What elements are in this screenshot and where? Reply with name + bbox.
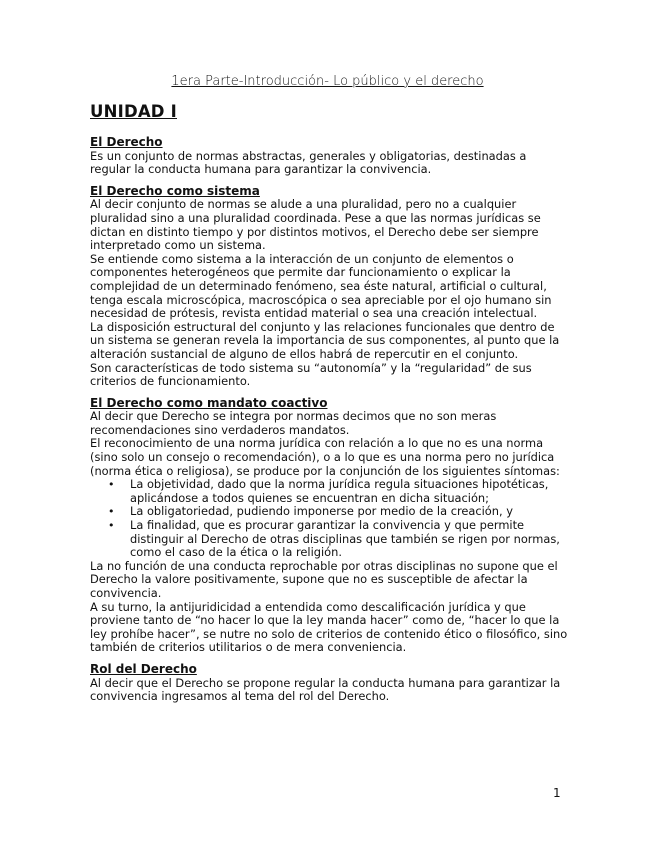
section-sistema [90, 185, 570, 389]
section-heading-derecho: El Derecho [90, 135, 163, 149]
list-item-text: La finalidad, que es procurar garantizar la convivencia y que permite distinguir al Derecho de otras disciplinas que también se rigen por normas, como el caso de la ética o la religión. [130, 518, 560, 560]
document-title: 1era Parte-Introducción- Lo público y el derecho [171, 74, 484, 89]
section-heading-mandato: El Derecho como mandato coactivo [90, 395, 328, 410]
section-rol [90, 663, 570, 704]
paragraph: A su turno, la antijuridicidad a entendida como descalificación jurídica y que proviene tanto de “no hacer lo que la ley manda hacer” como de, “hacer lo que la ley prohíbe hacer”, se nutre no solo de criterios de contenido ético o filosófico, sino también de criterios utilitarios o de mera conveniencia. [90, 599, 568, 655]
list-item-text: La objetividad, dado que la norma jurídica regula situaciones hipotéticas, aplicándose a todos quienes se encuentran en dicha situación; [130, 477, 549, 505]
paragraph: Al decir conjunto de normas se alude a una pluralidad, pero no a cualquier pluralidad sino a una pluralidad coordinada. Pese a que las normas jurídicas se dictan en distinto tiempo y por distintos motivos, el Derecho debe ser siempre interpretado como un sistema. [90, 197, 541, 253]
list-item [108, 518, 570, 560]
paragraph: Son características de todo sistema su “autonomía” y la “regularidad” de sus criterios de funcionamiento. [90, 360, 532, 389]
bullet-list [90, 478, 570, 560]
section-heading-sistema: El Derecho como sistema [90, 183, 260, 198]
bullet-icon: • [108, 505, 115, 519]
list-item [108, 477, 570, 505]
paragraph: Es un conjunto de normas abstractas, generales y obligatorias, destinadas a regular la conducta humana para garantizar la convivencia. [90, 148, 527, 177]
list-item [108, 504, 570, 519]
section-mandato [90, 397, 570, 655]
bullet-icon: • [108, 478, 115, 492]
list-item-text: La obligatoriedad, pudiendo imponerse por medio de la creación, y [130, 504, 513, 519]
paragraph: La no función de una conducta reprochable por otras disciplinas no supone que el Derecho la valore positivamente, supone que no es susceptible de afectar la convivencia. [90, 558, 558, 600]
paragraph: Al decir que Derecho se integra por normas decimos que no son meras recomendaciones sino verdaderos mandatos. [90, 409, 497, 437]
section-derecho [90, 136, 570, 177]
paragraph: Al decir que el Derecho se propone regular la conducta humana para garantizar la convivencia ingresamos al tema del rol del Derecho. [90, 675, 561, 704]
paragraph: La disposición estructural del conjunto y las relaciones funcionales que dentro de un sistema se generan revela la importancia de sus componentes, al punto que la alteración sustancial de alguno de ellos habrá de repercutir en el conjunto. [90, 319, 560, 361]
page-number: 1 [553, 786, 561, 800]
bullet-icon: • [108, 519, 115, 533]
paragraph: El reconocimiento de una norma jurídica con relación a lo que no es una norma (sino solo un consejo o recomendación), o a lo que es una norma pero no jurídica (norma ética o religiosa), se produce por la conjunción de los siguientes síntomas: [90, 436, 560, 478]
document-body [90, 102, 570, 712]
section-heading-rol: Rol del Derecho [90, 661, 197, 676]
paragraph: Se entiende como sistema a la interacción de un conjunto de elementos o componentes heterogéneos que permite dar funcionamiento o explicar la complejidad de un determinado fenómeno, sea éste natural, artificial o cultural, tenga escala microscópica, macroscópica o sea apreciable por el ojo humano sin necesidad de prótesis, revista entidad material o sea una creación intelectual. [90, 251, 552, 321]
unit-heading: UNIDAD I [90, 102, 177, 121]
